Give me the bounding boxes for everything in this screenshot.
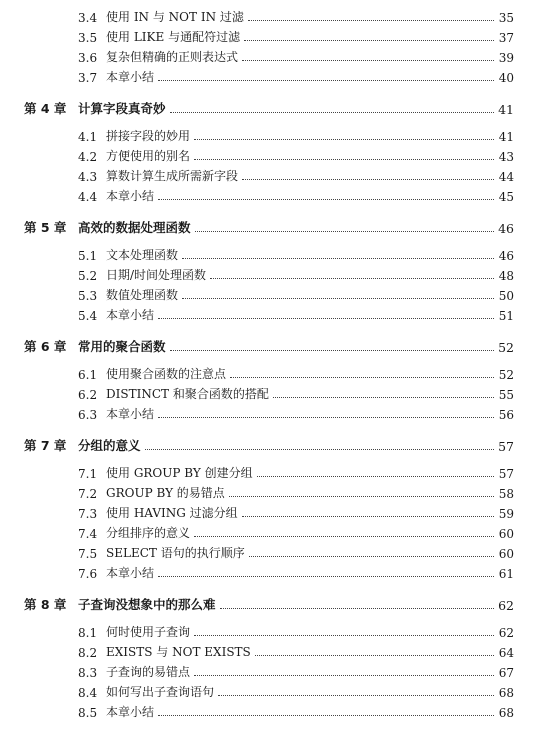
dot-leader [145, 448, 494, 450]
dot-leader [273, 396, 494, 398]
toc-section-row [78, 243, 514, 263]
section-title: 使用 HAVING 过滤分组 [106, 506, 238, 520]
section-title: 本章小结 [106, 566, 155, 580]
page-number: 68 [498, 706, 514, 720]
chapter-title: 高效的数据处理函数 [78, 220, 191, 235]
dot-leader [194, 138, 494, 140]
section-number: 4.1 [78, 130, 98, 144]
section-number: 4.3 [78, 170, 98, 184]
dot-leader [194, 158, 494, 160]
section-title: 使用聚合函数的注意点 [106, 367, 227, 381]
page-number: 41 [498, 130, 514, 144]
dot-leader [218, 694, 494, 696]
page-number: 46 [498, 221, 514, 236]
dot-leader [158, 575, 494, 577]
dot-leader [220, 607, 494, 609]
page-number: 45 [498, 190, 514, 204]
dot-leader [170, 111, 494, 113]
chapter-title: 分组的意义 [78, 438, 141, 453]
chapter-title: 常用的聚合函数 [78, 339, 166, 354]
dot-leader [257, 475, 494, 477]
page-number: 60 [498, 527, 514, 541]
toc-section-row [78, 660, 514, 680]
dot-leader [182, 297, 494, 299]
page-number: 55 [498, 388, 514, 402]
page-number: 40 [498, 71, 514, 85]
page-number: 62 [498, 626, 514, 640]
toc-section-row [78, 25, 514, 45]
section-number: 8.2 [78, 646, 98, 660]
toc-section-row [78, 640, 514, 660]
toc-chapter-row [24, 434, 514, 454]
section-title: GROUP BY 的易错点 [106, 486, 225, 500]
dot-leader [242, 59, 494, 61]
page-number: 37 [498, 31, 514, 45]
section-number: 5.4 [78, 309, 98, 323]
toc-section-row [78, 362, 514, 382]
page-number: 57 [498, 467, 514, 481]
page-number: 35 [498, 11, 514, 25]
section-title: 本章小结 [106, 70, 155, 84]
dot-leader [194, 535, 494, 537]
section-number: 3.7 [78, 71, 98, 85]
section-title: SELECT 语句的执行顺序 [106, 546, 245, 560]
dot-leader [248, 19, 494, 21]
dot-leader [194, 634, 494, 636]
section-title: 本章小结 [106, 407, 155, 421]
section-number: 4.4 [78, 190, 98, 204]
page-number: 43 [498, 150, 514, 164]
page-number: 50 [498, 289, 514, 303]
chapter-title: 计算字段真奇妙 [78, 101, 166, 116]
section-title: 拼接字段的妙用 [106, 129, 191, 143]
section-number: 3.6 [78, 51, 98, 65]
dot-leader [249, 555, 494, 557]
page-number: 61 [498, 567, 514, 581]
dot-leader [242, 515, 494, 517]
toc-section-row [78, 65, 514, 85]
section-title: 如何写出子查询语句 [106, 685, 215, 699]
section-number: 3.5 [78, 31, 98, 45]
page-number: 62 [498, 598, 514, 613]
toc-section-row [78, 263, 514, 283]
page-number: 44 [498, 170, 514, 184]
dot-leader [158, 714, 494, 716]
page-number: 46 [498, 249, 514, 263]
toc-section-row [78, 164, 514, 184]
section-number: 7.2 [78, 487, 98, 501]
section-title: 方便使用的别名 [106, 149, 191, 163]
toc-section-row [78, 521, 514, 541]
page-number: 64 [498, 646, 514, 660]
page-number: 52 [498, 340, 514, 355]
toc-section-row [78, 45, 514, 65]
section-title: 本章小结 [106, 308, 155, 322]
section-number: 7.5 [78, 547, 98, 561]
toc-chapter-row [24, 216, 514, 236]
chapter-number: 第 6 章 [24, 339, 67, 354]
chapter-number: 第 5 章 [24, 220, 67, 235]
section-number: 7.4 [78, 527, 98, 541]
dot-leader [244, 39, 494, 41]
section-title: 数值处理函数 [106, 288, 179, 302]
toc-section-row [78, 124, 514, 144]
section-title: 算数计算生成所需新字段 [106, 169, 239, 183]
section-number: 6.3 [78, 408, 98, 422]
dot-leader [210, 277, 494, 279]
page-number: 59 [498, 507, 514, 521]
section-title: 使用 IN 与 NOT IN 过滤 [106, 10, 244, 24]
section-title: 子查询的易错点 [106, 665, 191, 679]
chapter-number: 第 4 章 [24, 101, 67, 116]
section-number: 5.1 [78, 249, 98, 263]
toc-chapter-row [24, 335, 514, 355]
dot-leader [194, 674, 494, 676]
chapter-title: 子查询没想象中的那么难 [78, 597, 216, 612]
dot-leader [230, 376, 494, 378]
dot-leader [158, 317, 494, 319]
chapter-number: 第 8 章 [24, 597, 67, 612]
toc-section-row [78, 700, 514, 720]
toc-section-row [78, 184, 514, 204]
toc-chapter-row [24, 97, 514, 117]
section-title: 日期/时间处理函数 [106, 268, 207, 282]
section-number: 8.4 [78, 686, 98, 700]
toc-section-row [78, 561, 514, 581]
section-number: 8.3 [78, 666, 98, 680]
page-number: 67 [498, 666, 514, 680]
section-title: 分组排序的意义 [106, 526, 191, 540]
toc-section-row [78, 5, 514, 25]
toc-section-row [78, 144, 514, 164]
section-title: 使用 LIKE 与通配符过滤 [106, 30, 241, 44]
section-title: 复杂但精确的正则表达式 [106, 50, 239, 64]
section-title: 本章小结 [106, 189, 155, 203]
page-number: 41 [498, 102, 514, 117]
toc-section-row [78, 382, 514, 402]
section-number: 7.3 [78, 507, 98, 521]
toc-chapter-row [24, 593, 514, 613]
toc-section-row [78, 461, 514, 481]
section-number: 5.2 [78, 269, 98, 283]
section-number: 7.1 [78, 467, 98, 481]
page-number: 48 [498, 269, 514, 283]
section-number: 4.2 [78, 150, 98, 164]
toc-section-row [78, 402, 514, 422]
page-number: 56 [498, 408, 514, 422]
dot-leader [182, 257, 494, 259]
dot-leader [158, 198, 494, 200]
page-number: 68 [498, 686, 514, 700]
section-number: 8.5 [78, 706, 98, 720]
section-number: 6.2 [78, 388, 98, 402]
section-title: 文本处理函数 [106, 248, 179, 262]
section-title: DISTINCT 和聚合函数的搭配 [106, 387, 269, 401]
page-number: 60 [498, 547, 514, 561]
section-title: EXISTS 与 NOT EXISTS [106, 645, 251, 659]
page-number: 52 [498, 368, 514, 382]
page-number: 39 [498, 51, 514, 65]
page-number: 57 [498, 439, 514, 454]
dot-leader [255, 654, 494, 656]
dot-leader [242, 178, 494, 180]
section-title: 本章小结 [106, 705, 155, 719]
page-number: 58 [498, 487, 514, 501]
section-number: 6.1 [78, 368, 98, 382]
section-number: 5.3 [78, 289, 98, 303]
section-title: 何时使用子查询 [106, 625, 191, 639]
section-title: 使用 GROUP BY 创建分组 [106, 466, 253, 480]
toc-section-row [78, 620, 514, 640]
page-number: 51 [498, 309, 514, 323]
dot-leader [158, 416, 494, 418]
dot-leader [170, 349, 494, 351]
toc-section-row [78, 501, 514, 521]
dot-leader [158, 79, 494, 81]
toc-section-row [78, 481, 514, 501]
section-number: 3.4 [78, 11, 98, 25]
dot-leader [195, 230, 494, 232]
toc-section-row [78, 541, 514, 561]
toc-section-row [78, 680, 514, 700]
section-number: 7.6 [78, 567, 98, 581]
toc-section-row [78, 303, 514, 323]
chapter-number: 第 7 章 [24, 438, 67, 453]
dot-leader [229, 495, 494, 497]
section-number: 8.1 [78, 626, 98, 640]
toc-section-row [78, 283, 514, 303]
